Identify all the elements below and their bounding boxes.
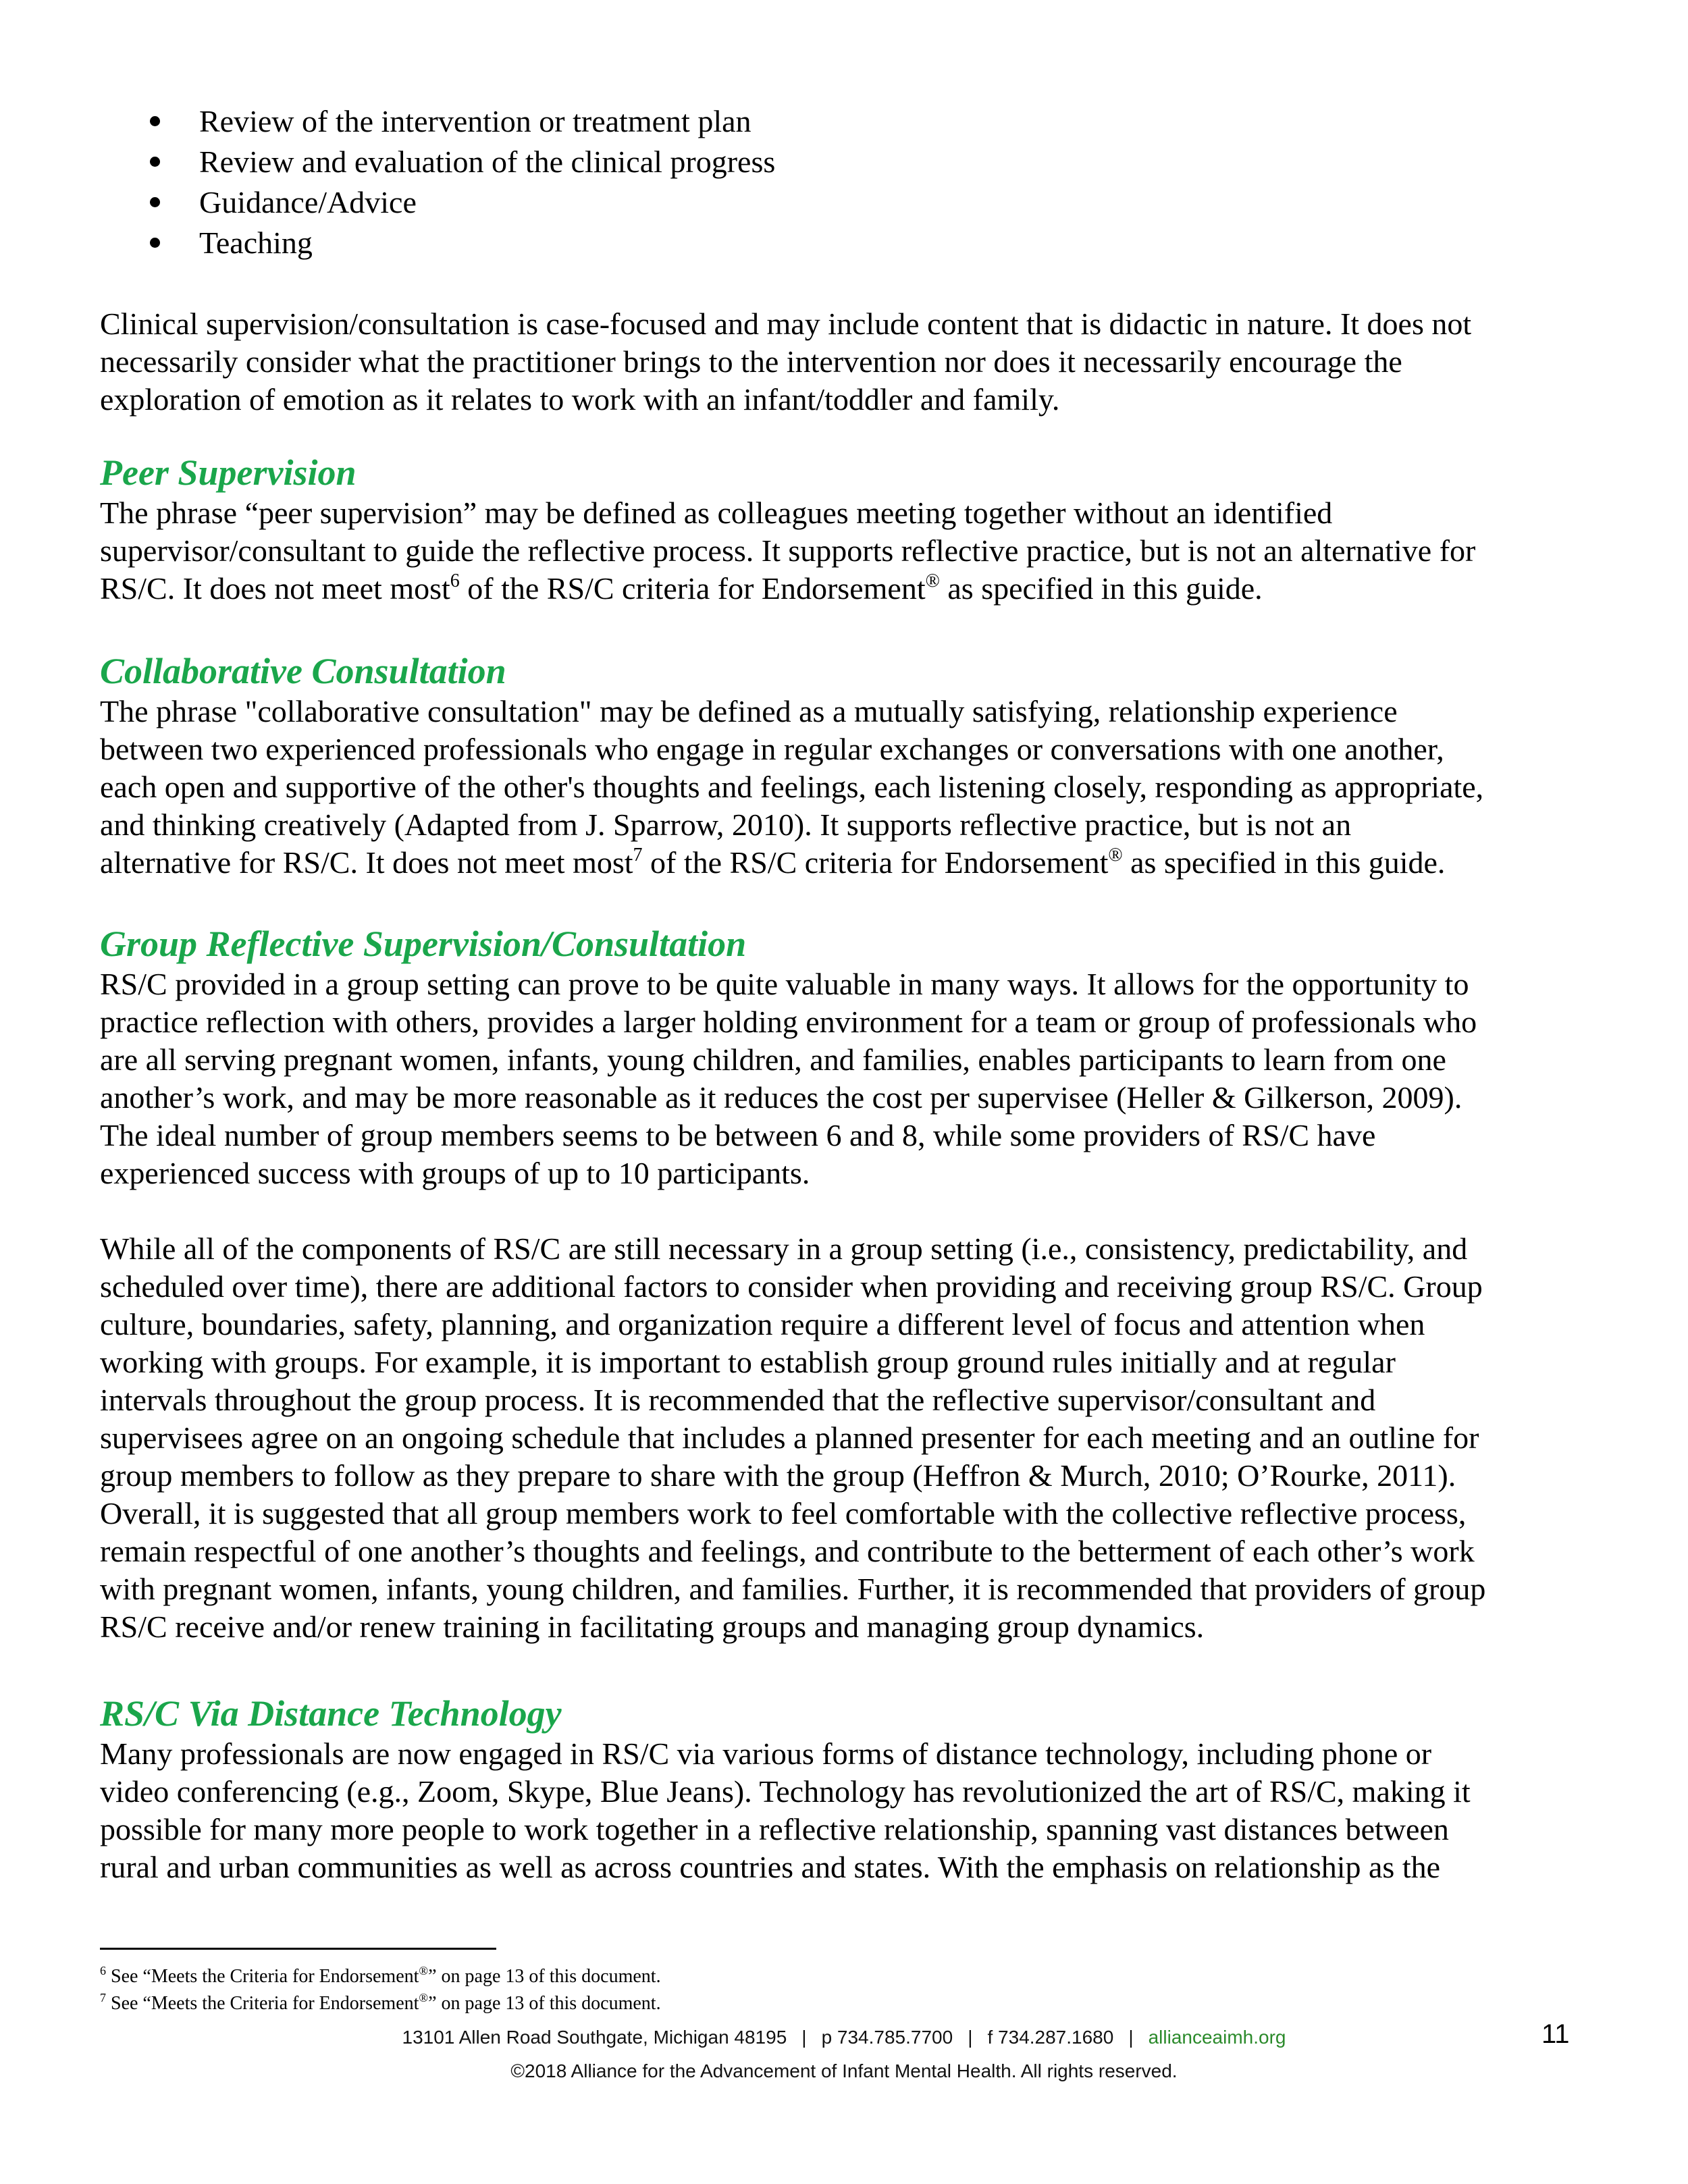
section-paragraph: While all of the components of RS/C are still necessary in a group setting (i.e., consistency, predictability, and scheduled over time), there are additional factors to consider when providing and receiving group RS/C. Group culture, boundaries, safety, planning, and organization require a different level of focus and attention when working with groups. For example, it is important to establish group ground rules initially and at regular intervals throughout the group process. It is recommended that the reflective supervisor/consultant and supervisees agree on an ongoing schedule that includes a planned presenter for each meeting and an outline for group members to follow as they prepare to share with the group (Heffron & Murch, 2010; O’Rourke, 2011). Overall, it is suggested that all group members work to feel comfortable with the collective reflective process, remain respectful of one another’s thoughts and feelings, and contribute to the betterment of each other’s work with pregnant women, infants, young children, and families. Further, it is recommended that providers of group RS/C receive and/or renew training in facilitating groups and managing group dynamics. [100,1231,1486,1644]
section-paragraph: RS/C provided in a group setting can prove to be quite valuable in many ways. It allows for the opportunity to practice reflection with others, provides a larger holding environment for a team or group of professionals who are all serving pregnant women, infants, young children, and families, enables participants to learn from one another’s work, and may be more reasonable as it reduces the cost per supervisee (Heller & Gilkerson, 2009). The ideal number of group members seems to be between 6 and 8, while some providers of RS/C have experienced success with groups of up to 10 participants. [100,967,1477,1190]
section-paragraph: The phrase "collaborative consultation" may be defined as a mutually satisfying, relationship experience between two experienced professionals who engage in regular exchanges or conversations with one another, each open and supportive of the other's thoughts and feelings, each listening closely, responding as appropriate, and thinking creatively (Adapted from J. Sparrow, 2010). It supports reflective practice, but is not an alternative for RS/C. It does not meet most$^7$ of the RS/C criteria for Endorsement® as specified in this guide. [100,694,1484,880]
section-collaborative-consultation [100,649,1595,882]
section-heading: Collaborative Consultation [100,651,506,691]
section-paragraph: Many professionals are now engaged in RS/C via various forms of distance technology, including phone or video conferencing (e.g., Zoom, Skype, Blue Jeans). Technology has revolutionized the art of RS/C, making it possible for many more people to work together in a reflective relationship, spanning vast distances between rural and urban communities as well as across countries and states. With the emphasis on relationship as the [100,1736,1471,1884]
bullet-icon [150,238,160,248]
footer-contact-line [0,2025,1688,2050]
bullet-item: Review of the intervention or treatment plan [150,101,775,142]
footer-separator: | [968,2027,973,2048]
bullet-icon [150,116,160,126]
footnote-ref[interactable]: 6 [450,570,460,591]
footer-fax: f 734.287.1680 [987,2027,1114,2048]
footer-separator: | [1128,2027,1134,2048]
bullet-list [150,101,775,263]
registered-mark: ® [1108,845,1123,865]
bullet-item: Review and evaluation of the clinical progress [150,142,775,182]
section-distance-technology [100,1692,1595,1886]
bullet-icon [150,157,160,167]
footnote-7: $^7$ See “Meets the Criteria for Endorsement®” on page 13 of this document. [100,1991,661,2014]
section-heading: Group Reflective Supervision/Consultation [100,924,747,964]
footnote-separator [100,1948,496,1950]
footer-address: 13101 Allen Road Southgate, Michigan 48195 [402,2027,787,2048]
footer-copyright: ©2018 Alliance for the Advancement of Infant Mental Health. All rights reserved. [510,2060,1178,2081]
clinical-paragraph: Clinical supervision/consultation is case-focused and may include content that is didactic in nature. It does not necessarily consider what the practitioner brings to the intervention nor does it necessarily encourage the exploration of emotion as it relates to work with an infant/toddler and family. [100,307,1472,417]
bullet-item: Guidance/Advice [150,182,775,223]
footnotes [100,1963,661,2017]
section-paragraph: The phrase “peer supervision” may be defined as colleagues meeting together without an identified supervisor/consultant to guide the reflective process. It supports reflective practice, but is not an alternative for RS/C. It does not meet most$^6$ of the RS/C criteria for Endorsement® as specified in this guide. [100,496,1476,606]
footer-separator: | [801,2027,807,2048]
footer-phone: p 734.785.7700 [821,2027,953,2048]
section-heading: Peer Supervision [100,452,357,493]
page-number: 11 [1541,2019,1570,2049]
bullet-item: Teaching [150,223,775,263]
footnote-6: $^6$ See “Meets the Criteria for Endorsement®” on page 13 of this document. [100,1964,661,1987]
registered-mark: ® [925,570,940,591]
section-heading: RS/C Via Distance Technology [100,1693,562,1734]
footnote-ref[interactable]: 7 [633,845,643,865]
footer-website-link[interactable]: allianceaimh.org [1148,2027,1286,2048]
section-peer-supervision [100,451,1595,608]
section-group-reflective [100,922,1595,1646]
bullet-icon [150,197,160,207]
